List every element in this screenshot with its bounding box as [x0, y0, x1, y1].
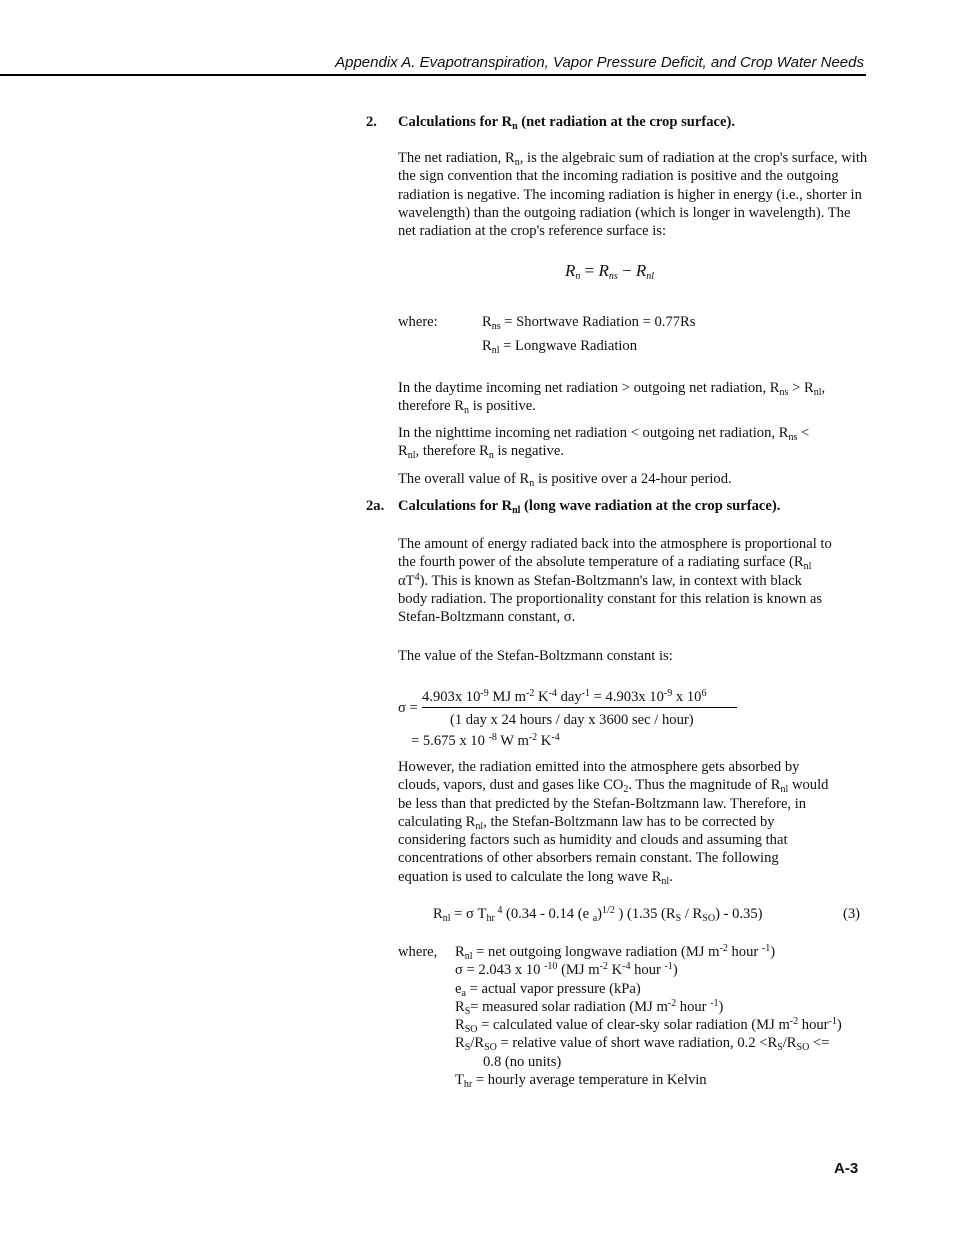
overall-paragraph: The overall value of $R_n$ is positive over a 24-hour period.: [398, 471, 732, 489]
section-2a-number: 2a.: [366, 498, 385, 514]
page-header: Appendix A. Evapotranspiration, Vapor Pressure Deficit, and Crop Water Needs: [335, 54, 864, 71]
where-label: where:: [398, 314, 438, 330]
equation-number: (3): [843, 906, 861, 922]
where-label-2: where,: [398, 944, 438, 960]
fraction-denominator: (1 day x 24 hours / day x 3600 sec / hour): [450, 712, 694, 728]
constant-intro: The value of the Stefan-Boltzmann constant is:: [398, 648, 673, 664]
net-radiation-equation: $R_n = R_{ns} - R_{nl}$: [565, 261, 655, 282]
sigma-label: σ =: [398, 700, 418, 716]
header-rule: [0, 74, 866, 76]
fraction-numerator: 4.903x $10^{-9}$ MJ $m^{-2}$ $K^{-4}$ day$^{-1}$ = 4.903x $10^{-9}$ x $10^6$: [422, 688, 737, 708]
definition-rns: $R_{ns}$ = Shortwave Radiation = 0.77Rs: [482, 314, 696, 332]
definition-rnl: $R_{nl}$ = Longwave Radiation: [482, 338, 638, 356]
section-2-intro: The net radiation, $R_n$, is the algebraic sum of radiation at the crop's surface, with the sign convention that the incoming radiation is positive and the outgoing radiation is negative. The incoming radiation is higher in energy (i.e., shorter in wavelength) than the outgoing radiation (which is longer in wavelength). The net radiation at the crop's reference surface is:: [398, 150, 868, 240]
stefan-boltzmann-paragraph: The amount of energy radiated back into the atmosphere is proportional to the fourth power of the absolute temperature of a radiating surface ($R_{nl}$ $\alpha T^4$). This is known as Stefan-Boltzmann's law, in context with black body radiation. The proportionality constant for this relation is known as Stefan-Boltzmann constant, σ.: [398, 536, 832, 626]
sigma-result: = 5.675 x 10 $^{-8}$ W $m^{-2}$ $K^{-4}$: [411, 732, 560, 749]
daytime-paragraph: In the daytime incoming net radiation > outgoing net radiation, $R_{ns} > R_{nl}$, therefore $R_n$ is positive.: [398, 380, 826, 417]
equation-variable-definitions: $R_{nl}$ = net outgoing longwave radiation (MJ $m^{-2}$ hour $^{-1}$) σ = 2.043 x 10 $^{-10}$ (MJ $m^{-2}$ $K^{-4}$ hour $^{-1}$) $e_a$ = actual vapor pressure (kPa) $R_S=$ measured solar radiation (MJ $m^{-2}$ hour $^{-1}$) $R_{SO}$ = calculated value of clear-sky solar radiation (MJ $m^{-2}$ hour$^{-1}$) $R_S/R_{SO}$ = relative value of short wave radiation, $0.2 <R_S/R_{SO}$ <= 0.8 (no units) $T_{hr}$ = hourly average temperature in Kelvin: [455, 943, 842, 1091]
page-number: A-3: [834, 1160, 859, 1177]
longwave-equation: $R_{nl} = \sigma$ $T_{hr}$ $^4$ (0.34 - 0.14 (e $_a$)$^{1/2}$ ) (1.35 $(R_S / R_{SO}) - 0.35$): [433, 905, 763, 924]
section-2-heading: Calculations for $R_n$ (net radiation at the crop surface).: [398, 114, 736, 132]
section-2-number: 2.: [366, 114, 377, 130]
section-2a-heading: Calculations for $R_{nl}$ (long wave radiation at the crop surface).: [398, 498, 781, 516]
absorption-paragraph: However, the radiation emitted into the atmosphere gets absorbed by clouds, vapors, dust and gases like $CO_2$. Thus the magnitude of $R_{nl}$ would be less than that predicted by the Stefan-Boltzmann law. Therefore, in calculating $R_{nl}$, the Stefan-Boltzmann law has to be corrected by considering factors such as humidity and clouds and assuming that concentrations of other absorbers remain constant. The following equation is used to calculate the long wave $R_{nl}$.: [398, 759, 829, 887]
nighttime-paragraph: In the nighttime incoming net radiation < outgoing net radiation, $R_{ns}$ < $R_{nl}$, therefore $R_n$ is negative.: [398, 425, 810, 462]
